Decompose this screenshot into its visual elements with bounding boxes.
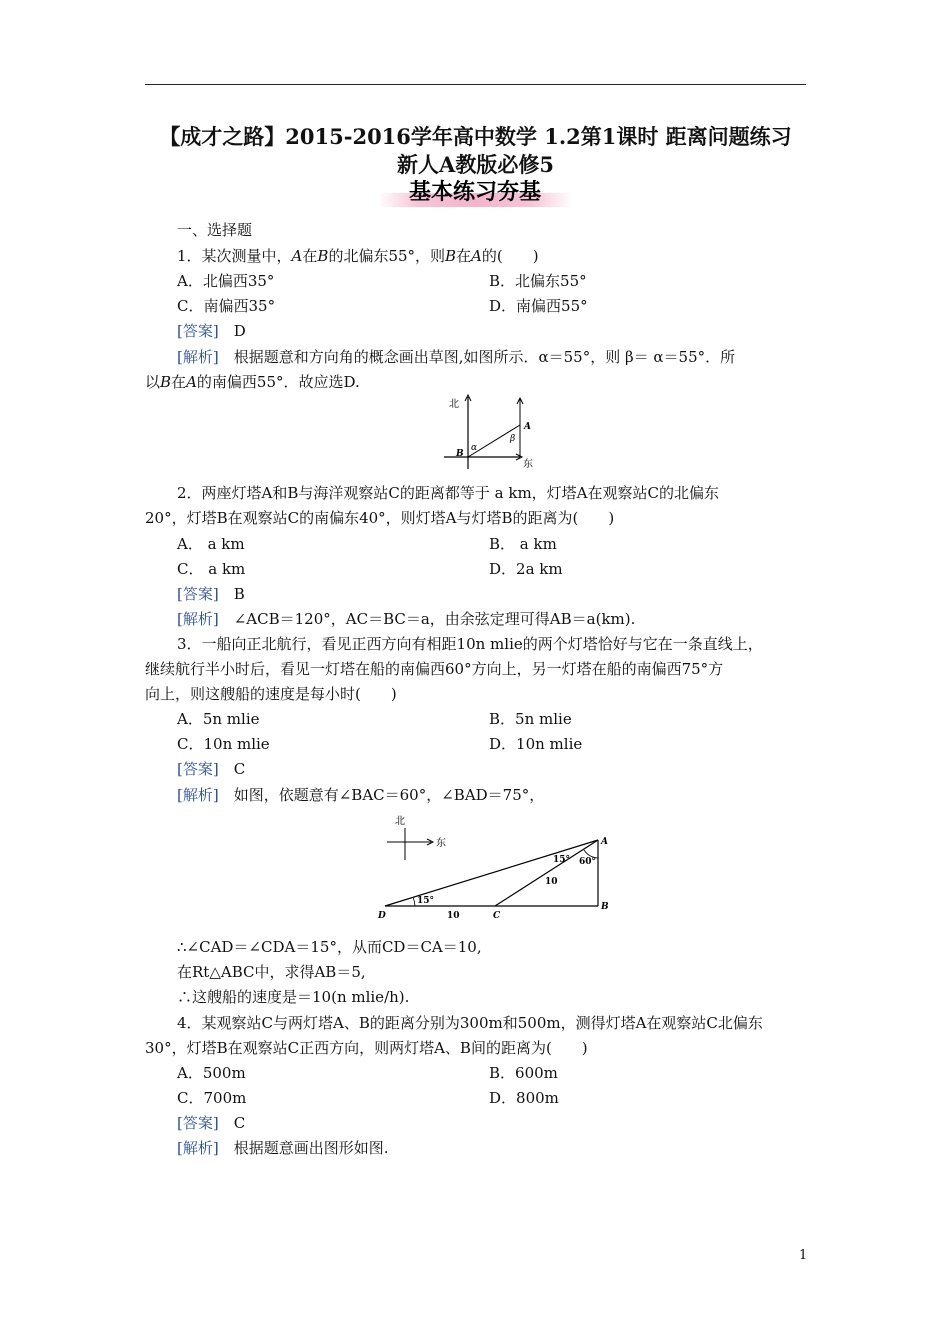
title-line-1: 【成才之路】2015-2016学年高中数学 1.2第1课时 距离问题练习	[159, 124, 792, 149]
q1-option-c: C．南偏西35°	[177, 297, 276, 315]
q3-fig-b: B	[601, 902, 609, 912]
q2-stem: 2．两座灯塔A和B与海洋观察站C的距离都等于 a km，灯塔A在观察站C的北偏东	[177, 484, 719, 502]
q3-fig-east: 东	[436, 838, 446, 849]
q1-fig-a: A	[524, 422, 531, 432]
q3-analysis: [解析] 如图，依题意有∠BAC＝60°，∠BAD＝75°，	[177, 786, 545, 804]
q3-result-3: ∴这艘船的速度是＝10(n mlie/h).	[177, 988, 410, 1006]
q4-stem: 4．某观察站C与两灯塔A、B的距离分别为300m和500m，测得灯塔A在观察站C北偏东	[177, 1014, 763, 1032]
q1-fig-alpha: α	[471, 443, 478, 453]
page-number: 1	[799, 1248, 808, 1263]
q3-fig-angle-d15: 15°	[417, 896, 435, 906]
q4-stem-cont: 30°，灯塔B在观察站C正西方向，则两灯塔A、B间的距离为( )	[145, 1039, 588, 1057]
q3-figure	[375, 810, 615, 925]
q4-option-d: D．800m	[489, 1089, 559, 1107]
q3-answer: [答案] C	[177, 760, 246, 778]
q3-option-c: C．10n mlie	[177, 735, 270, 753]
q3-fig-len-ca: 10	[545, 877, 558, 887]
q3-fig-d: D	[378, 911, 386, 921]
q2-analysis: [解析] ∠ACB＝120°，AC＝BC＝a，由余弦定理可得AB＝a(km).	[177, 610, 636, 628]
header-rule	[145, 84, 806, 85]
q1-figure	[440, 393, 540, 473]
q2-option-a: A． a km	[177, 535, 245, 553]
q3-option-a: A．5n mlie	[177, 710, 260, 728]
title-line-2: 新人A教版必修5	[397, 152, 554, 177]
q3-fig-angle-15: 15°	[553, 855, 571, 865]
q3-fig-north: 北	[395, 816, 405, 827]
q1-stem: 1．某次测量中，A在B的北偏东55°，则B在A的( )	[177, 247, 539, 265]
q3-result-2: 在Rt△ABC中，求得AB＝5,	[177, 963, 366, 981]
q3-fig-len-dc: 10	[447, 911, 460, 921]
q3-stem: 3．一船向正北航行，看见正西方向有相距10n mlie的两个灯塔恰好与它在一条直线上，	[177, 635, 763, 653]
q3-stem-cont-1: 继续航行半小时后，看见一灯塔在船的南偏西60°方向上，另一灯塔在船的南偏西75°方	[145, 660, 724, 678]
q2-option-b: B． a km	[489, 535, 557, 553]
q1-option-a: A．北偏西35°	[177, 272, 275, 290]
q3-result-1: ∴∠CAD＝∠CDA＝15°，从而CD＝CA＝10,	[177, 938, 482, 956]
q1-fig-beta: β	[510, 434, 516, 444]
banner-text: 基本练习夯基	[408, 179, 541, 205]
q1-option-d: D．南偏西55°	[489, 297, 588, 315]
q1-analysis: [解析] 根据题意和方向角的概念画出草图,如图所示．α＝55°，则 β＝ α＝55°．所	[177, 348, 736, 366]
q4-answer: [答案] C	[177, 1114, 246, 1132]
q3-option-d: D．10n mlie	[489, 735, 583, 753]
q4-analysis: [解析] 根据题意画出图形如图.	[177, 1139, 389, 1157]
q1-fig-north: 北	[449, 399, 459, 410]
q3-option-b: B．5n mlie	[489, 710, 572, 728]
q1-fig-east: 东	[523, 459, 533, 470]
q3-stem-cont-2: 向上，则这艘船的速度是每小时( )	[145, 685, 397, 703]
q2-answer: [答案] B	[177, 585, 245, 603]
q1-fig-b: B	[456, 449, 464, 459]
q4-option-c: C．700m	[177, 1089, 247, 1107]
q3-fig-c: C	[493, 911, 501, 921]
q3-fig-a: A	[601, 837, 608, 847]
q2-option-c: C． a km	[177, 560, 246, 578]
section-heading: 一、选择题	[177, 221, 253, 239]
q2-stem-cont: 20°，灯塔B在观察站C的南偏东40°，则灯塔A与灯塔B的距离为( )	[145, 509, 615, 527]
q1-option-b: B．北偏东55°	[489, 272, 587, 290]
q1-answer: [答案] D	[177, 322, 246, 340]
q3-fig-angle-60: 60°	[579, 857, 597, 867]
q4-option-b: B．600m	[489, 1064, 558, 1082]
q2-option-d: D．2a km	[489, 560, 563, 578]
section-banner	[378, 178, 572, 210]
q1-analysis-cont: 以B在A的南偏西55°．故应选D.	[145, 373, 360, 391]
q4-option-a: A．500m	[177, 1064, 246, 1082]
